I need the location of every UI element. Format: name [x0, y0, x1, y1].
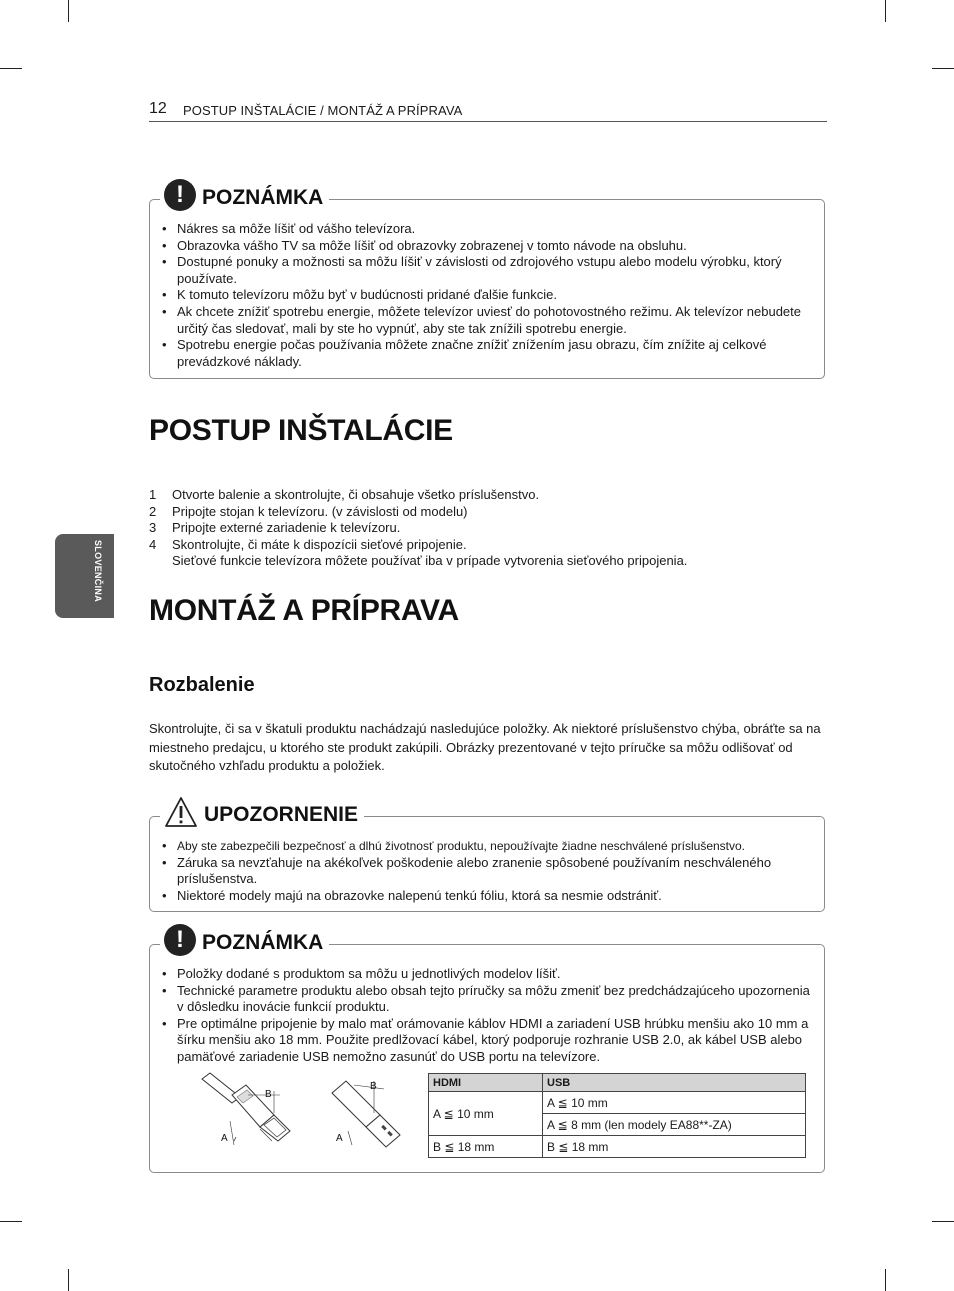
usb-stick-illustration — [330, 1071, 410, 1149]
note-header — [160, 922, 329, 956]
list-item: • Pre optimálne pripojenie by malo mať orámovanie káblov HDMI a zariadení USB hrúbku menšiu ako 10 mm a šírku menšiu ako 18 mm. Použite predlžovací kábel, ktorý podporuje rozhranie USB 2.0, ak kábel USB alebo pamäťové zariadenie USB nemožno zasunúť do USB portu na televízore. — [162, 1016, 812, 1066]
note-list — [162, 966, 812, 1066]
table-cell: A ≦ 8 mm (len modely EA88**-ZA) — [543, 1114, 806, 1136]
crop-mark — [68, 1269, 69, 1291]
exclamation-icon: ! — [164, 179, 196, 211]
subsection-heading: Rozbalenie — [149, 674, 255, 696]
table-cell: B ≦ 18 mm — [543, 1136, 806, 1158]
table-header-row — [429, 1074, 806, 1092]
column-header-hdmi: HDMI — [429, 1074, 543, 1092]
crop-mark — [0, 68, 22, 69]
table-row — [429, 1136, 806, 1158]
note-box — [149, 181, 825, 379]
section-heading: POSTUP INŠTALÁCIE — [149, 414, 453, 447]
note-title: POZNÁMKA — [202, 931, 324, 954]
table-cell: A ≦ 10 mm — [543, 1092, 806, 1114]
list-item: • Niektoré modely majú na obrazovke nalepenú tenkú fóliu, ktorá sa nesmie odstrániť. — [162, 888, 812, 905]
list-item: • Obrazovka vášho TV sa môže líšiť od obrazovky zobrazenej v tomto návode na obsluhu. — [162, 238, 812, 255]
crop-mark — [885, 1269, 886, 1291]
warning-icon — [164, 796, 198, 828]
language-tab-label: SLOVENČINA — [93, 540, 103, 603]
list-item: • Nákres sa môže líšiť od vášho televízora. — [162, 221, 812, 238]
exclamation-icon: ! — [164, 924, 196, 956]
hdmi-connector-illustration — [200, 1071, 300, 1149]
caution-box — [149, 803, 825, 912]
table-cell: B ≦ 18 mm — [429, 1136, 543, 1158]
list-item: • Aby ste zabezpečili bezpečnosť a dlhú životnosť produktu, nepoužívajte žiadne neschválené príslušenstvo. — [162, 838, 812, 855]
list-item: 1 Otvorte balenie a skontrolujte, či obsahuje všetko príslušenstvo. — [149, 487, 540, 502]
column-header-usb: USB — [543, 1074, 806, 1092]
table-row — [429, 1092, 806, 1114]
running-header: POSTUP INŠTALÁCIE / MONTÁŽ A PRÍPRAVA — [183, 103, 463, 118]
list-item: • K tomuto televízoru môžu byť v budúcnosti pridané ďalšie funkcie. — [162, 287, 812, 304]
language-tab — [55, 534, 114, 618]
dimension-table — [428, 1073, 806, 1158]
list-item: • Ak chcete znížiť spotrebu energie, môžete televízor uviesť do pohotovostného režimu. Ak televízor nebudete určitý čas sledovať, mali by ste ho vypnúť, aby ste tak znížili spotrebu energie. — [162, 304, 812, 337]
section-heading: MONTÁŽ A PRÍPRAVA — [149, 594, 459, 627]
body-paragraph: Skontrolujte, či sa v škatuli produktu nachádzajú nasledujúce položky. Ak niektoré príslušenstvo chýba, obráťte sa na miestneho predajcu, u ktorého ste produkt zakúpili. Obrázky prezentované v tejto príručke sa môžu odlišovať od skutočného vzhľadu produktu a položiek. — [149, 721, 821, 773]
crop-mark — [932, 68, 954, 69]
list-item: 2 Pripojte stojan k televízoru. (v závislosti od modelu) — [149, 503, 468, 519]
list-item: • Technické parametre produktu alebo obsah tejto príručky sa môžu zmeniť bez predchádzajúceho upozornenia v dôsledku inovácie funkcií produktu. — [162, 983, 812, 1016]
crop-mark — [885, 0, 886, 22]
caution-title: UPOZORNENIE — [204, 803, 359, 826]
list-item: 3 Pripojte externé zariadenie k televízoru. — [149, 520, 401, 536]
dimension-label-b: B — [265, 1089, 272, 1100]
caution-header — [160, 794, 364, 828]
list-item: • Spotrebu energie počas používania môžete značne znížiť znížením jasu obrazu, čím znížite aj celkové prevádzkové náklady. — [162, 337, 812, 370]
list-item: • Dostupné ponuky a možnosti sa môžu líšiť v závislosti od zdrojového vstupu alebo modelu výrobku, ktorý používate. — [162, 254, 812, 287]
note-list — [162, 221, 812, 370]
caution-list — [162, 838, 812, 904]
list-item: • Záruka sa nevzťahuje na akékoľvek poškodenie alebo zranenie spôsobené používaním neschváleného príslušenstva. — [162, 855, 812, 888]
crop-mark — [0, 1221, 22, 1222]
dimension-label-a: A — [336, 1133, 343, 1144]
dimension-label-a: A — [221, 1133, 228, 1144]
list-item: Sieťové funkcie televízora môžete používať iba v prípade vytvorenia sieťového pripojenia. — [172, 553, 688, 569]
dimension-label-b: B — [370, 1081, 377, 1092]
table-cell: A ≦ 10 mm — [429, 1092, 543, 1136]
header-divider — [149, 121, 827, 122]
crop-mark — [932, 1221, 954, 1222]
page-number: 12 — [149, 100, 167, 117]
note-header — [160, 177, 329, 211]
install-steps — [149, 487, 809, 570]
list-item: • Položky dodané s produktom sa môžu u jednotlivých modelov líšiť. — [162, 966, 812, 983]
crop-mark — [68, 0, 69, 22]
list-item: 4 Skontrolujte, či máte k dispozícii sieťové pripojenie. — [149, 536, 467, 552]
note-title: POZNÁMKA — [202, 186, 324, 209]
